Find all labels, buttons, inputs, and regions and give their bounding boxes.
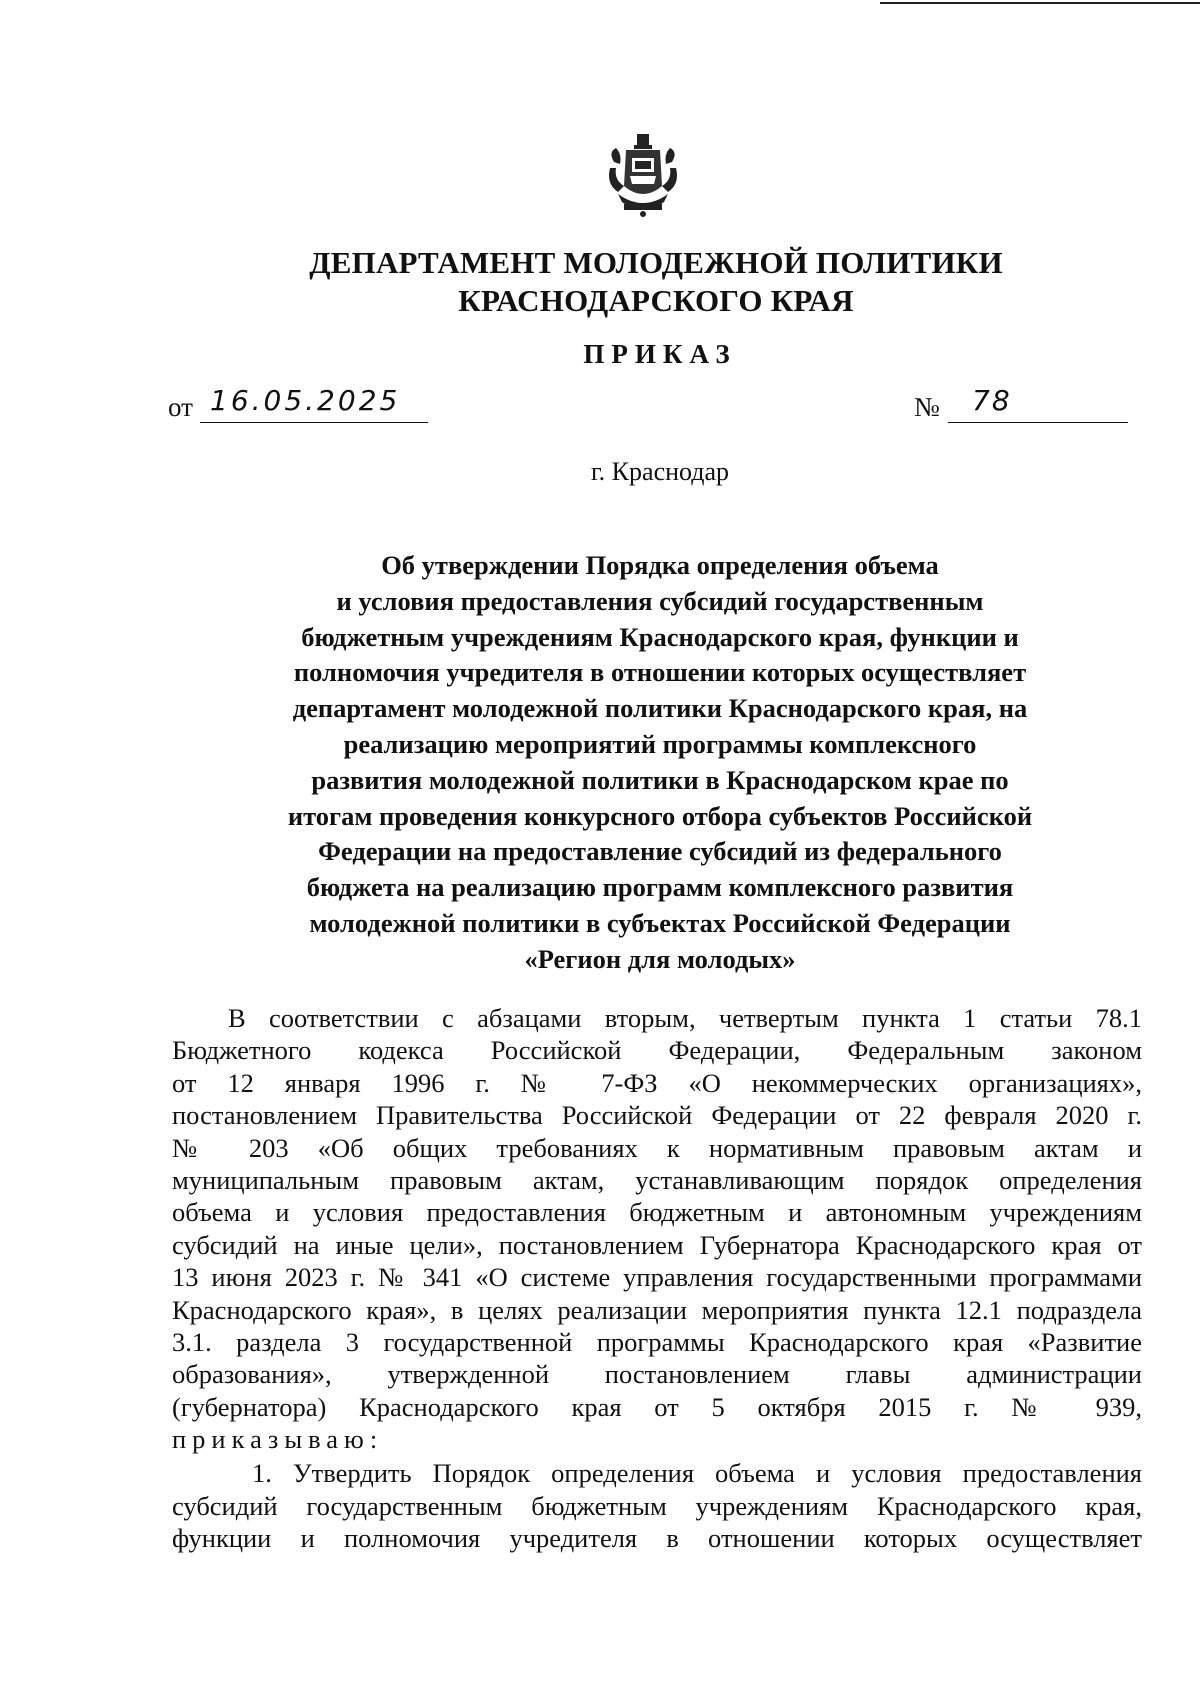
department-name-line2: КРАСНОДАРСКОГО КРАЯ bbox=[458, 283, 854, 318]
subject-line: реализацию мероприятий программы комплексного bbox=[343, 728, 977, 759]
body-line: муниципальным правовым актам, устанавливающим порядок определения bbox=[172, 1164, 1142, 1195]
subject-line: молодежной политики в субъектах Российской Федерации bbox=[309, 907, 1011, 938]
body-line: (губернатора) Краснодарского края от 5 октября 2015 г. № 939, bbox=[172, 1391, 1142, 1422]
body-line: 13 июня 2023 г. № 341 «О системе управления государственными программами bbox=[172, 1262, 1142, 1293]
top-edge-rule bbox=[880, 2, 1200, 4]
subject-line: и условия предоставления субсидий государственным bbox=[336, 585, 984, 616]
date-prefix-label: от bbox=[168, 392, 193, 422]
body-line: субсидий государственным бюджетным учреждениям Краснодарского края, bbox=[172, 1490, 1142, 1521]
city-line: г. Краснодар bbox=[590, 457, 730, 486]
body-line: субсидий на иные цели», постановлением Губернатора Краснодарского края от bbox=[172, 1229, 1142, 1260]
subject-line: развития молодежной политики в Краснодарском крае по bbox=[311, 764, 1009, 795]
department-name bbox=[0, 244, 1200, 320]
document-type-title: ПРИКАЗ bbox=[583, 339, 737, 369]
subject-line: департамент молодежной политики Краснодарского края, на bbox=[292, 693, 1028, 724]
body-line: объема и условия предоставления бюджетным и автономным учреждениям bbox=[172, 1197, 1142, 1228]
number-underline bbox=[948, 422, 1128, 423]
order-subject-heading bbox=[210, 548, 1110, 978]
date-underline bbox=[200, 422, 428, 423]
body-line: Краснодарского края», в целях реализации мероприятия пункта 12.1 подраздела bbox=[172, 1294, 1142, 1325]
subject-line: бюджетным учреждениям Краснодарского края, функции и bbox=[301, 621, 1019, 652]
body-line: 1. Утвердить Порядок определения объема и условия предоставления bbox=[252, 1458, 1142, 1489]
body-line: В соответствии с абзацами вторым, четвертым пункта 1 статьи 78.1 bbox=[228, 1003, 1142, 1033]
subject-line: «Регион для молодых» bbox=[524, 943, 796, 974]
order-body-text bbox=[172, 1002, 1142, 1555]
body-line: постановлением Правительства Российской Федерации от 22 февраля 2020 г. bbox=[172, 1100, 1142, 1131]
body-line: от 12 января 1996 г. № 7-ФЗ «О некоммерческих организациях», bbox=[172, 1067, 1142, 1098]
body-line: Бюджетного кодекса Российской Федерации, Федеральным законом bbox=[172, 1035, 1142, 1066]
subject-line: Федерации на предоставление субсидий из федерального bbox=[318, 836, 1002, 867]
subject-line: полномочия учредителя в отношении которых осуществляет bbox=[293, 657, 1027, 688]
krasnodar-coat-of-arms-icon bbox=[604, 132, 684, 220]
body-line-directive: приказываю: bbox=[172, 1424, 384, 1455]
subject-line: итогам проведения конкурсного отбора субъектов Российской bbox=[287, 800, 1033, 831]
subject-line: бюджета на реализацию программ комплексного развития bbox=[306, 872, 1014, 903]
subject-line: Об утверждении Порядка определения объема bbox=[381, 550, 939, 580]
order-date-handwritten: 16.05.2025 bbox=[210, 384, 401, 417]
body-line: № 203 «Об общих требованиях к нормативным правовым актам и bbox=[172, 1132, 1142, 1163]
body-line: функции и полномочия учредителя в отношении которых осуществляет bbox=[172, 1523, 1142, 1554]
order-number-handwritten: 78 bbox=[972, 384, 1012, 417]
number-sign-label: № bbox=[914, 392, 940, 422]
department-name-line1: ДЕПАРТАМЕНТ МОЛОДЕЖНОЙ ПОЛИТИКИ bbox=[309, 245, 1003, 280]
body-line: образования», утвержденной постановлением главы администрации bbox=[172, 1359, 1142, 1390]
body-line: 3.1. раздела 3 государственной программы Краснодарского края «Развитие bbox=[172, 1326, 1142, 1357]
